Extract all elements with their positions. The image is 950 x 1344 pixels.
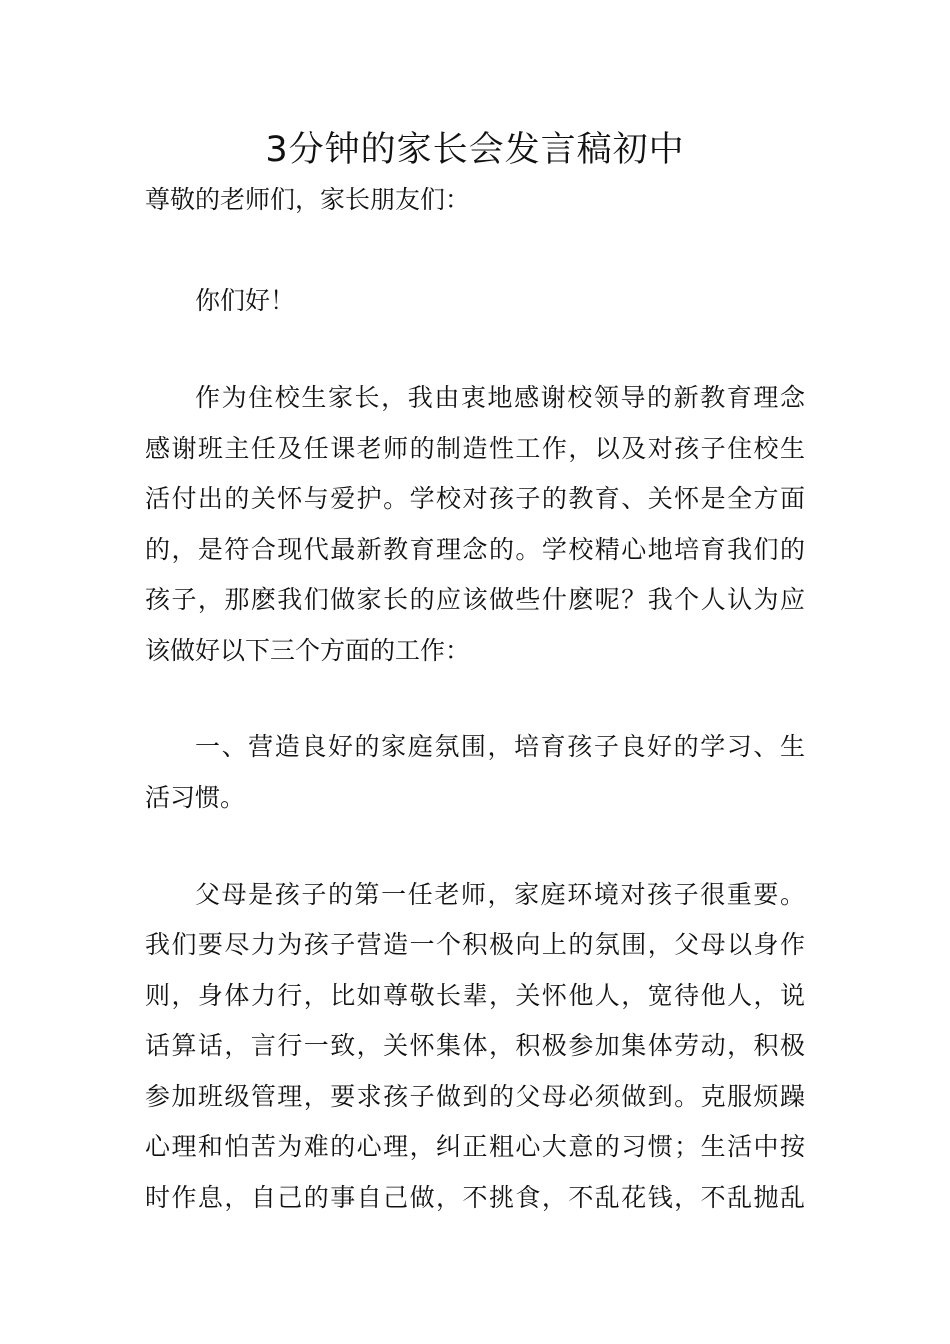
paragraph-line: 作为住校生家长，我由衷地感谢校领导的新教育理念 (195, 383, 805, 412)
paragraph-line: 孩子，那麽我们做家长的应该做些什麽呢？我个人认为应 (145, 585, 805, 614)
section-heading-line: 一、营造良好的家庭氛围，培育孩子良好的学习、生 (195, 732, 805, 761)
paragraph-line: 心理和怕苦为难的心理，纠正粗心大意的习惯；生活中按 (145, 1132, 805, 1161)
paragraph-line: 活付出的关怀与爱护。学校对孩子的教育、关怀是全方面 (145, 484, 805, 513)
paragraph-line: 我们要尽力为孩子营造一个积极向上的氛围，父母以身作 (145, 930, 805, 959)
paragraph-line: 则，身体力行，比如尊敬长辈，关怀他人，宽待他人，说 (145, 981, 805, 1010)
paragraph-line: 话算话，言行一致，关怀集体，积极参加集体劳动，积极 (145, 1031, 805, 1060)
paragraph-line: 父母是孩子的第一任老师，家庭环境对孩子很重要。 (195, 880, 805, 909)
document-title: 3分钟的家长会发言稿初中 (265, 130, 685, 170)
paragraph-line: 时作息，自己的事自己做，不挑食，不乱花钱，不乱抛乱 (145, 1183, 805, 1212)
salutation: 尊敬的老师们，家长朋友们： (145, 185, 471, 214)
paragraph-line: 该做好以下三个方面的工作： (145, 636, 471, 665)
paragraph-line: 感谢班主任及任课老师的制造性工作，以及对孩子住校生 (145, 434, 805, 463)
paragraph-line: 参加班级管理，要求孩子做到的父母必须做到。克服烦躁 (145, 1082, 805, 1111)
greeting: 你们好！ (195, 286, 296, 315)
paragraph-line: 的，是符合现代最新教育理念的。学校精心地培育我们的 (145, 535, 805, 564)
section-heading-line: 活习惯。 (145, 783, 246, 812)
